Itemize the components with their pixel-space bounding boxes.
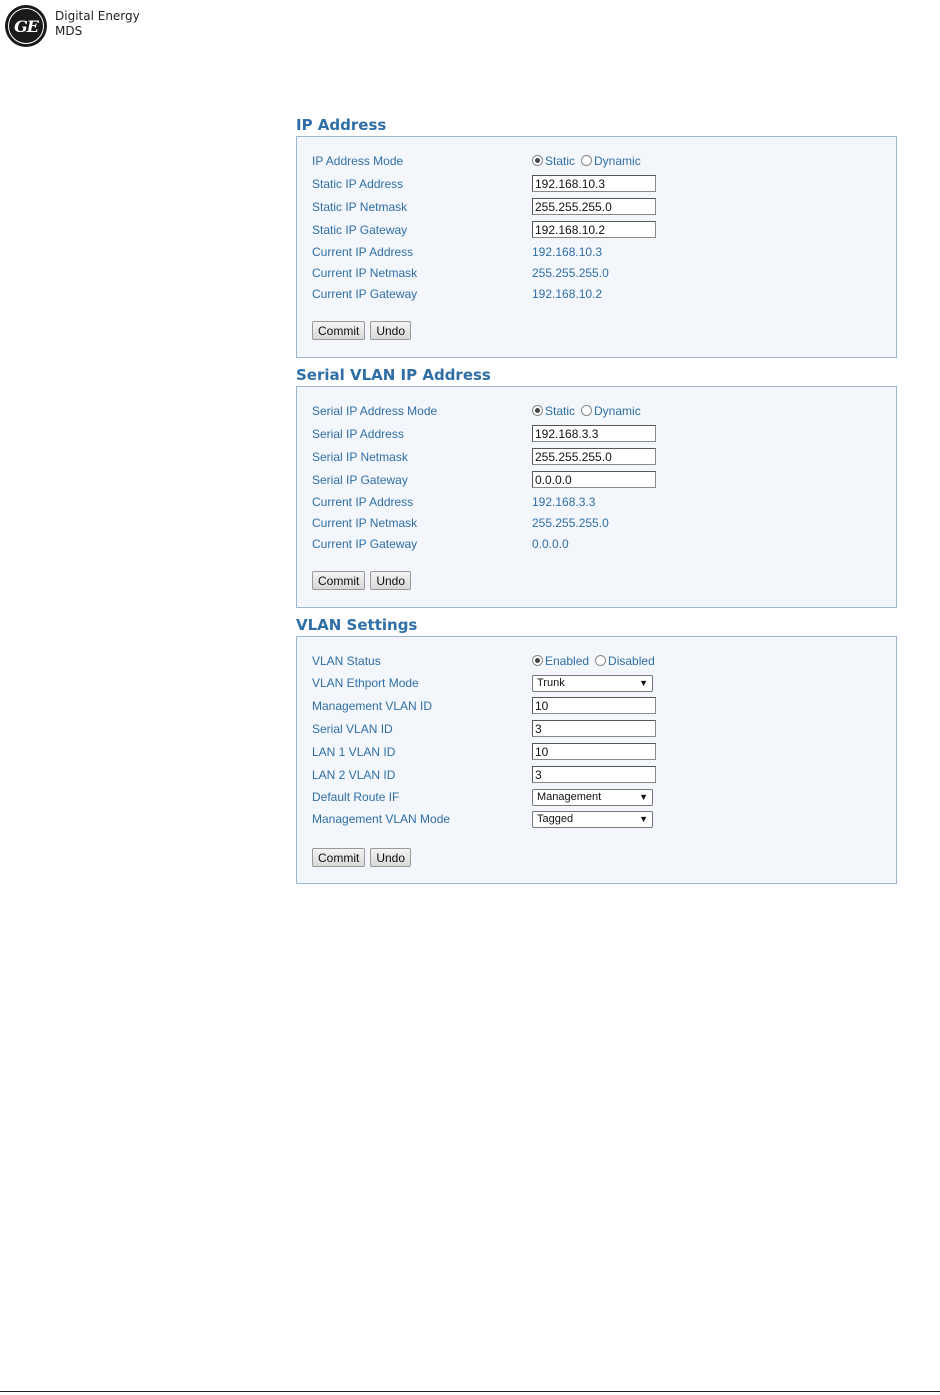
serial-mode-radio-group (532, 404, 647, 418)
current-ip-label: Current IP Address (312, 244, 414, 259)
lan1-vlan-id-label: LAN 1 VLAN ID (312, 744, 396, 759)
serial-current-ip-row (312, 491, 881, 512)
serial-ip-row (312, 422, 881, 445)
serial-current-gateway-value: 0.0.0.0 (532, 536, 569, 551)
mgmt-vlan-id-row (312, 694, 881, 717)
commit-button[interactable]: Commit (312, 321, 365, 340)
footer-divider (0, 1391, 940, 1392)
vlan-settings-section (296, 616, 897, 884)
static-gateway-label: Static IP Gateway (312, 222, 408, 237)
lan2-vlan-id-label: LAN 2 VLAN ID (312, 767, 396, 782)
serial-mode-label: Serial IP Address Mode (312, 403, 438, 418)
mgmt-vlan-id-label: Management VLAN ID (312, 698, 433, 713)
serial-mode-static-option[interactable]: Static (532, 404, 575, 418)
static-ip-row (312, 172, 881, 195)
serial-vlan-buttons (312, 571, 881, 590)
serial-netmask-row (312, 445, 881, 468)
serial-vlan-id-row (312, 717, 881, 740)
mgmt-vlan-mode-label: Management VLAN Mode (312, 812, 451, 826)
vlan-status-row (312, 649, 881, 672)
current-ip-row (312, 241, 881, 262)
ip-address-panel (296, 136, 897, 358)
radio-checked-icon[interactable] (532, 405, 543, 416)
vlan-settings-panel (296, 636, 897, 884)
radio-unchecked-icon[interactable] (581, 405, 592, 416)
static-netmask-label: Static IP Netmask (312, 199, 408, 214)
current-gateway-value: 192.168.10.2 (532, 286, 603, 301)
undo-button[interactable]: Undo (370, 571, 411, 590)
serial-current-netmask-value: 255.255.255.0 (532, 515, 609, 530)
serial-current-gateway-label: Current IP Gateway (312, 536, 418, 551)
serial-ip-label: Serial IP Address (312, 426, 404, 441)
serial-vlan-id-label: Serial VLAN ID (312, 721, 393, 736)
radio-unchecked-icon[interactable] (595, 655, 606, 666)
brand-header (5, 5, 140, 47)
radio-checked-icon[interactable] (532, 155, 543, 166)
current-netmask-row (312, 262, 881, 283)
serial-vlan-section (296, 366, 897, 608)
default-route-select[interactable]: Management ▼ (532, 789, 653, 806)
default-route-row (312, 786, 881, 808)
ethport-mode-row (312, 672, 881, 694)
static-gateway-row (312, 218, 881, 241)
serial-current-netmask-label: Current IP Netmask (312, 515, 418, 530)
brand-line1: Digital Energy (55, 9, 140, 23)
section-title-ip-address: IP Address (296, 116, 387, 134)
dropdown-arrow-icon: ▼ (639, 814, 648, 824)
current-gateway-row (312, 283, 881, 304)
section-title-serial-vlan: Serial VLAN IP Address (296, 366, 491, 384)
current-netmask-label: Current IP Netmask (312, 265, 418, 280)
serial-current-ip-value: 192.168.3.3 (532, 494, 596, 509)
serial-gateway-label: Serial IP Gateway (312, 472, 408, 487)
serial-vlan-id-input[interactable] (532, 720, 656, 737)
ip-mode-label: IP Address Mode (312, 153, 404, 168)
ethport-mode-select[interactable]: Trunk ▼ (532, 675, 653, 692)
lan2-vlan-id-input[interactable] (532, 766, 656, 783)
commit-button[interactable]: Commit (312, 848, 365, 867)
ip-mode-static-option[interactable]: Static (532, 154, 575, 168)
vlan-status-enabled-option[interactable]: Enabled (532, 654, 589, 668)
serial-gateway-row (312, 468, 881, 491)
commit-button[interactable]: Commit (312, 571, 365, 590)
section-title-vlan-settings: VLAN Settings (296, 616, 418, 634)
undo-button[interactable]: Undo (370, 848, 411, 867)
ethport-mode-label: VLAN Ethport Mode (312, 676, 419, 690)
mgmt-vlan-mode-row (312, 808, 881, 830)
vlan-status-label: VLAN Status (312, 653, 381, 668)
serial-mode-dynamic-option[interactable]: Dynamic (581, 404, 641, 418)
serial-netmask-label: Serial IP Netmask (312, 449, 408, 464)
radio-unchecked-icon[interactable] (581, 155, 592, 166)
serial-netmask-input[interactable] (532, 448, 656, 465)
dropdown-arrow-icon: ▼ (639, 792, 648, 802)
lan2-vlan-id-row (312, 763, 881, 786)
brand-text (55, 9, 140, 39)
vlan-settings-buttons (312, 848, 881, 867)
serial-gateway-input[interactable] (532, 471, 656, 488)
static-netmask-row (312, 195, 881, 218)
current-ip-value: 192.168.10.3 (532, 244, 603, 259)
vlan-status-disabled-option[interactable]: Disabled (595, 654, 655, 668)
lan1-vlan-id-row (312, 740, 881, 763)
serial-current-gateway-row (312, 533, 881, 554)
serial-current-ip-label: Current IP Address (312, 494, 414, 509)
static-ip-label: Static IP Address (312, 176, 404, 191)
serial-current-netmask-row (312, 512, 881, 533)
default-route-label: Default Route IF (312, 790, 400, 804)
ip-mode-row (312, 149, 881, 172)
serial-mode-row (312, 399, 881, 422)
current-netmask-value: 255.255.255.0 (532, 265, 609, 280)
lan1-vlan-id-input[interactable] (532, 743, 656, 760)
ip-mode-dynamic-option[interactable]: Dynamic (581, 154, 641, 168)
ip-address-section (296, 116, 897, 358)
undo-button[interactable]: Undo (370, 321, 411, 340)
mgmt-vlan-id-input[interactable] (532, 697, 656, 714)
current-gateway-label: Current IP Gateway (312, 286, 418, 301)
static-netmask-input[interactable] (532, 198, 656, 215)
ip-mode-radio-group (532, 154, 647, 168)
mgmt-vlan-mode-select[interactable]: Tagged ▼ (532, 811, 653, 828)
serial-vlan-panel (296, 386, 897, 608)
static-ip-input[interactable] (532, 175, 656, 192)
ip-address-buttons (312, 321, 881, 340)
serial-ip-input[interactable] (532, 425, 656, 442)
vlan-status-radio-group (532, 654, 661, 668)
brand-line2: MDS (55, 24, 83, 38)
dropdown-arrow-icon: ▼ (639, 678, 648, 688)
ge-logo-icon: GE (5, 5, 47, 47)
radio-checked-icon[interactable] (532, 655, 543, 666)
static-gateway-input[interactable] (532, 221, 656, 238)
